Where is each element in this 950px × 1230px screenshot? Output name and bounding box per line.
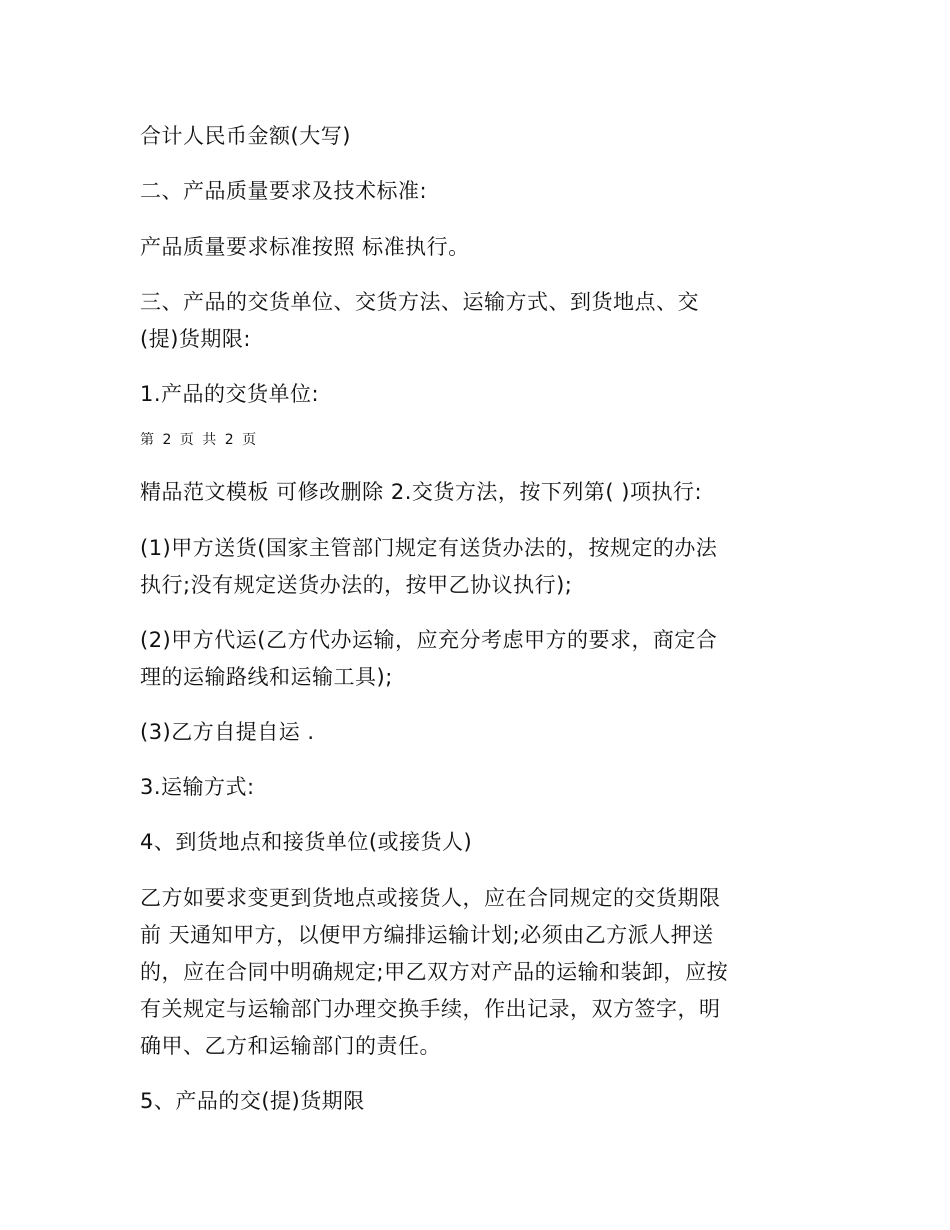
section-heading: 二、产品质量要求及技术标准: (140, 179, 428, 203)
text-line: (3)乙方自提自运 . (140, 720, 315, 744)
text-line: 3.运输方式: (140, 775, 255, 799)
text-line: (2)甲方代运(乙方代办运输，应充分考虑甲方的要求，商定合 (140, 628, 718, 652)
paragraph-line: 前 天通知甲方，以便甲方编排运输计划;必须由乙方派人押送 (140, 923, 714, 947)
text-line: 4、到货地点和接货单位(或接货人) (140, 830, 473, 854)
section-heading-cont: (提)货期限: (140, 327, 251, 351)
paragraph-line: 的，应在合同中明确规定;甲乙双方对产品的运输和装卸，应按 (140, 960, 729, 984)
text-line: (1)甲方送货(国家主管部门规定有送货办法的，按规定的办法 (140, 536, 718, 560)
section-heading: 三、产品的交货单位、交货方法、运输方式、到货地点、交 (140, 290, 699, 314)
page-footer: 第 2 页 共 2 页 (140, 432, 259, 448)
paragraph-line: 确甲、乙方和运输部门的责任。 (140, 1034, 441, 1058)
text-line: 精品范文模板 可修改删除 2.交货方法，按下列第( )项执行: (140, 480, 703, 504)
text-line: 合计人民币金额(大写) (140, 124, 351, 148)
text-line: 执行;没有规定送货办法的，按甲乙协议执行); (140, 573, 573, 597)
text-line: 产品质量要求标准按照 标准执行。 (140, 235, 470, 259)
paragraph-line: 有关规定与运输部门办理交换手续，作出记录，双方签字，明 (140, 997, 721, 1021)
text-line: 理的运输路线和运输工具); (140, 665, 393, 689)
paragraph-line: 乙方如要求变更到货地点或接货人，应在合同规定的交货期限 (140, 886, 721, 910)
text-line: 1.产品的交货单位: (140, 382, 320, 406)
text-line: 5、产品的交(提)货期限 (140, 1089, 365, 1113)
